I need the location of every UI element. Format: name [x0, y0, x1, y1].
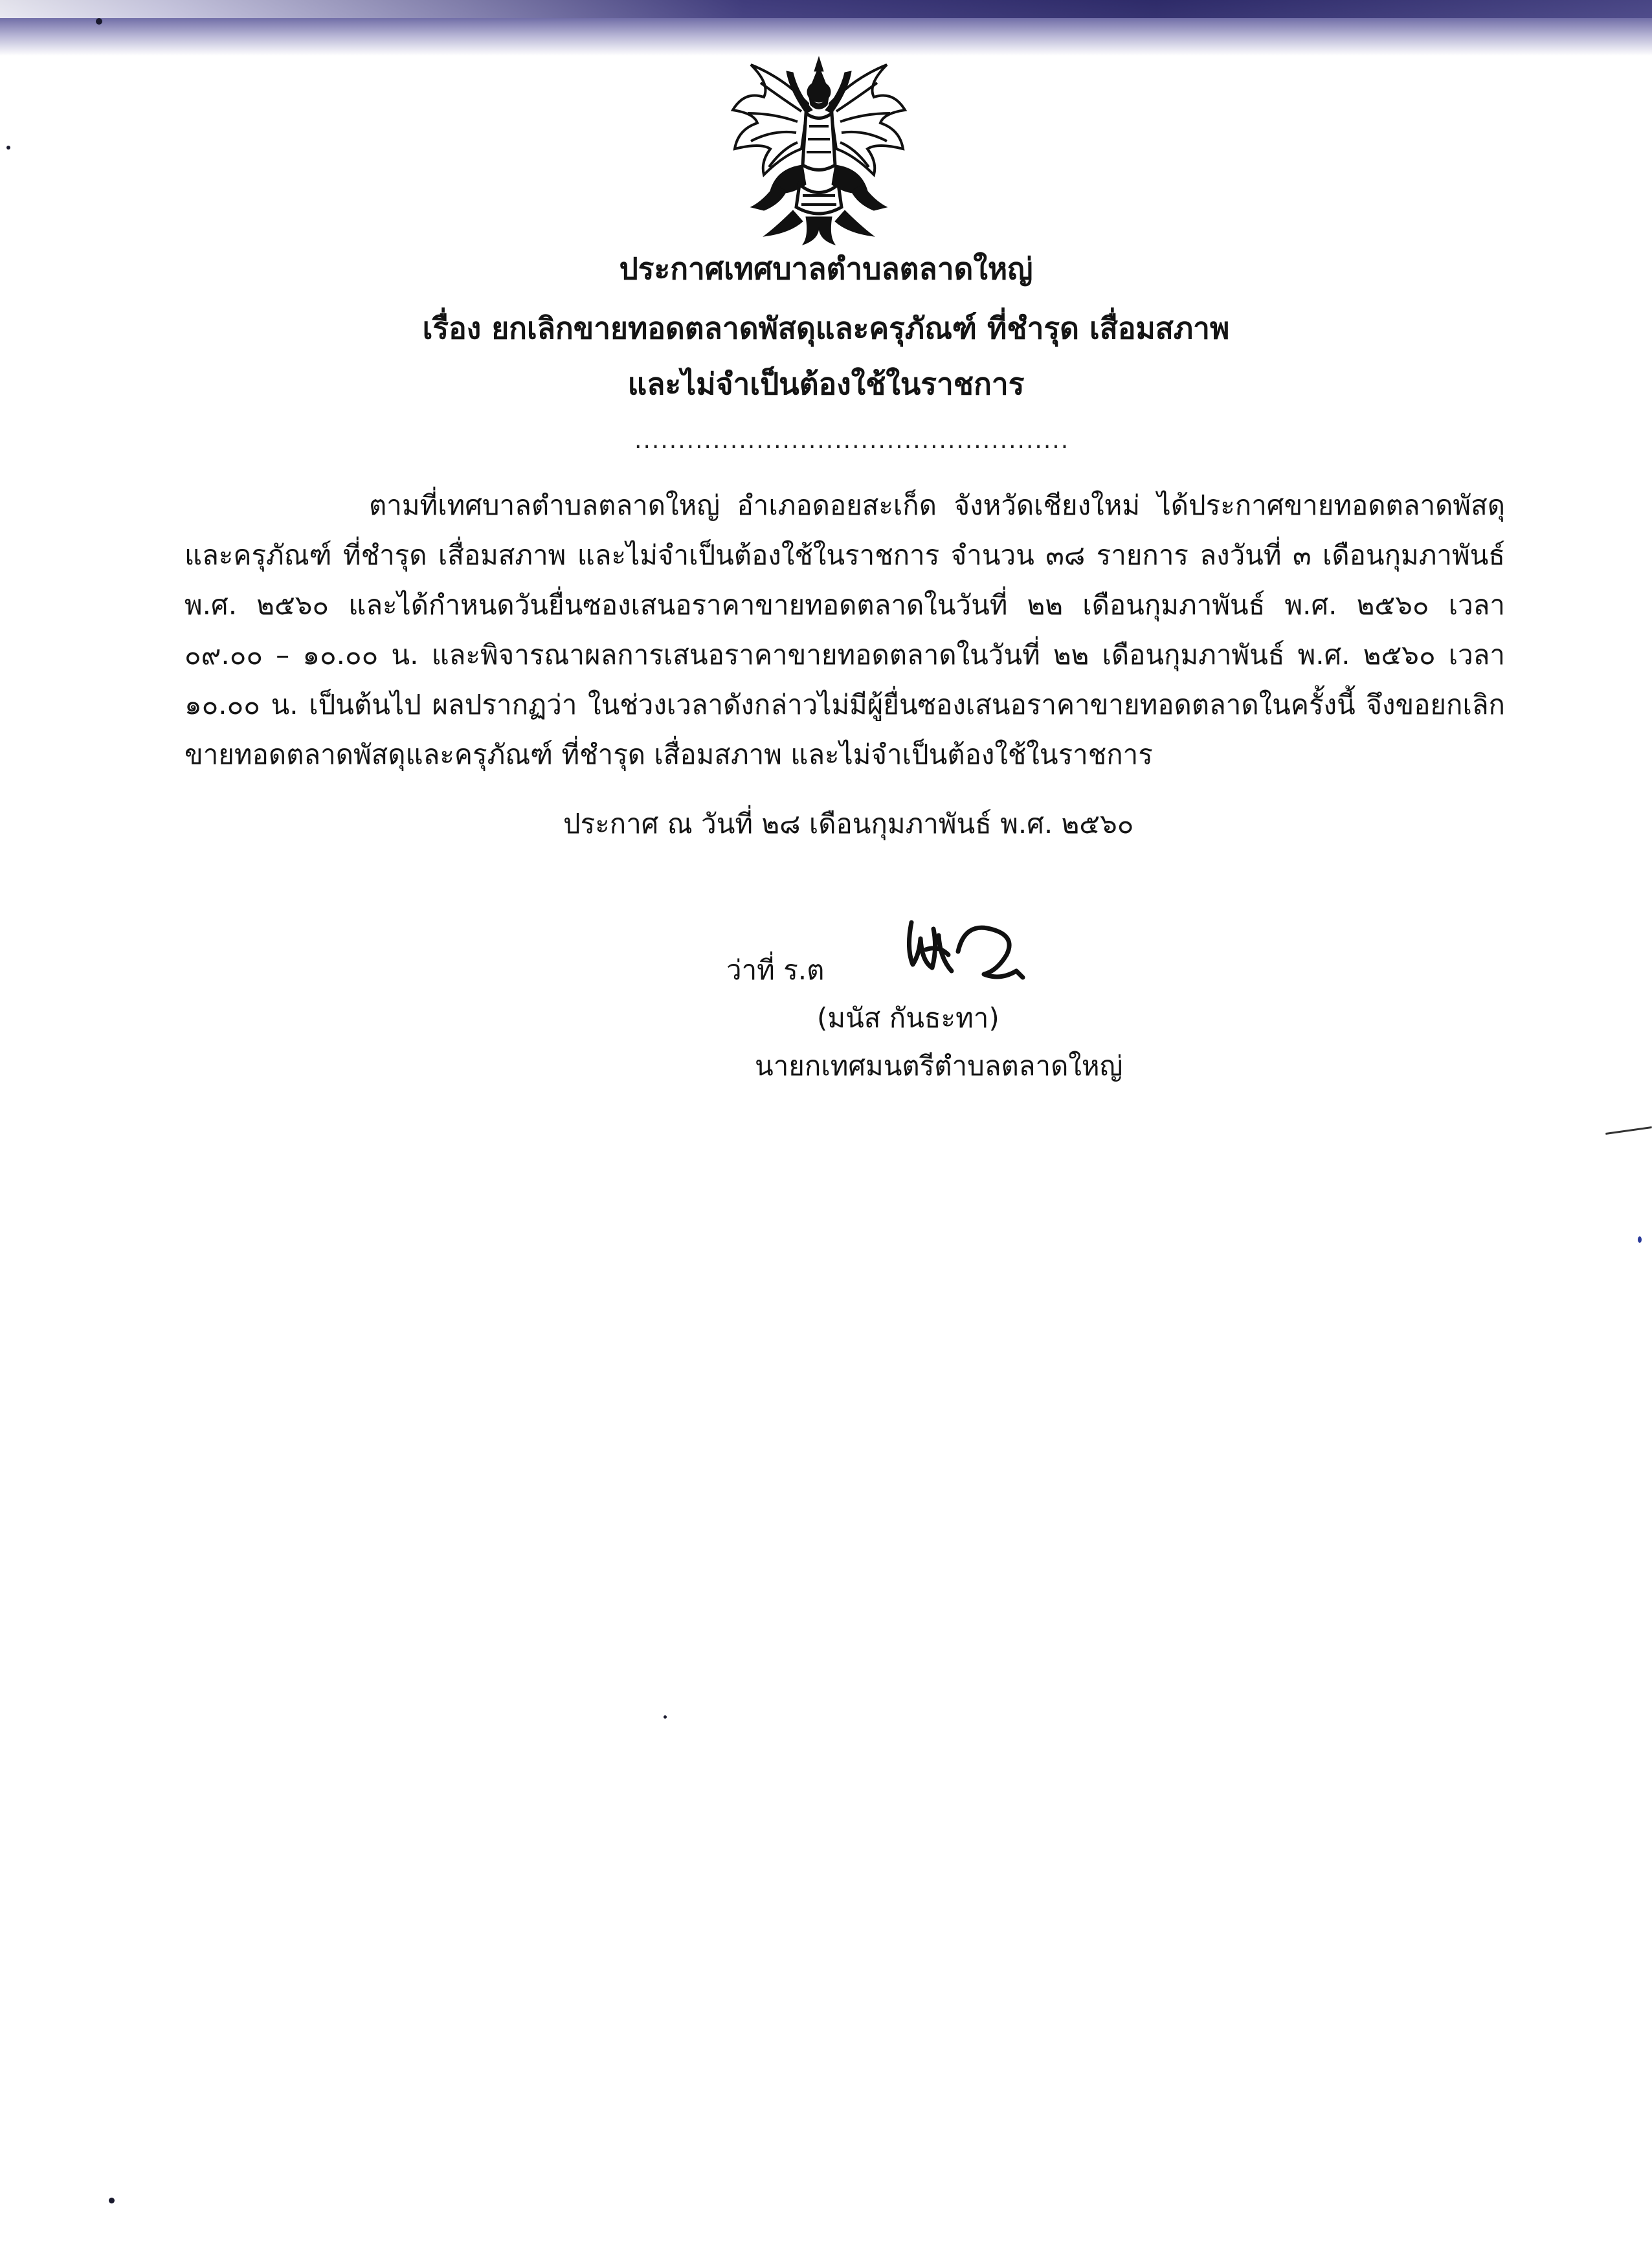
scan-speck: [664, 1715, 667, 1719]
scan-speck: [6, 146, 10, 150]
garuda-emblem-icon: [725, 52, 913, 246]
scan-speck: [1638, 1236, 1642, 1243]
acting-rank: ว่าที่ ร.ต: [726, 954, 825, 986]
scan-speck: [96, 18, 102, 25]
document-subject: เรื่อง ยกเลิกขายทอดตลาดพัสดุและครุภัณฑ์ ที่ชำรุด เสื่อมสภาพ: [422, 311, 1230, 346]
body-line: และครุภัณฑ์ ที่ชำรุด เสื่อมสภาพ และไม่จำเป็นต้องใช้ในราชการ จำนวน ๓๘ รายการ ลงวันที่ ๓ เดือนกุมภาพันธ์: [184, 539, 1505, 571]
scan-border-shadow: [0, 0, 1652, 18]
body-line: พ.ศ. ๒๕๖๐ และได้กำหนดวันยื่นซองเสนอราคาขายทอดตลาดในวันที่ ๒๒ เดือนกุมภาพันธ์ พ.ศ. ๒๕๖๐ เวลา: [184, 589, 1505, 621]
stray-mark: [1605, 1126, 1652, 1135]
scan-speck: [109, 2198, 115, 2203]
body-line: ขายทอดตลาดพัสดุและครุภัณฑ์ ที่ชำรุด เสื่อมสภาพ และไม่จำเป็นต้องใช้ในราชการ: [184, 739, 1153, 770]
document-subject-continued: และไม่จำเป็นต้องใช้ในราชการ: [627, 366, 1025, 401]
title-separator: ..................................................: [634, 427, 1070, 454]
body-line: ๑๐.๐๐ น. เป็นต้นไป ผลปรากฏว่า ในช่วงเวลาดังกล่าวไม่มีผู้ยื่นซองเสนอราคาขายทอดตลาดในครั้งนี้ จึงขอยกเลิก: [184, 689, 1505, 720]
announcement-date: ประกาศ ณ วันที่ ๒๘ เดือนกุมภาพันธ์ พ.ศ. ๒๕๖๐: [563, 808, 1134, 840]
handwritten-signature: [893, 909, 1036, 987]
body-line: ตามที่เทศบาลตำบลตลาดใหญ่ อำเภอดอยสะเก็ด จังหวัดเชียงใหม่ ได้ประกาศขายทอดตลาดพัสดุ: [369, 489, 1505, 521]
signer-title: นายกเทศมนตรีตำบลตลาดใหญ่: [755, 1050, 1123, 1082]
signer-name: (มนัส กันธะทา): [817, 1002, 999, 1034]
body-line: ๐๙.๐๐ – ๑๐.๐๐ น. และพิจารณาผลการเสนอราคาขายทอดตลาดในวันที่ ๒๒ เดือนกุมภาพันธ์ พ.ศ. ๒๕๖๐ เวลา: [184, 639, 1505, 671]
document-title: ประกาศเทศบาลตำบลตลาดใหญ่: [619, 251, 1033, 286]
